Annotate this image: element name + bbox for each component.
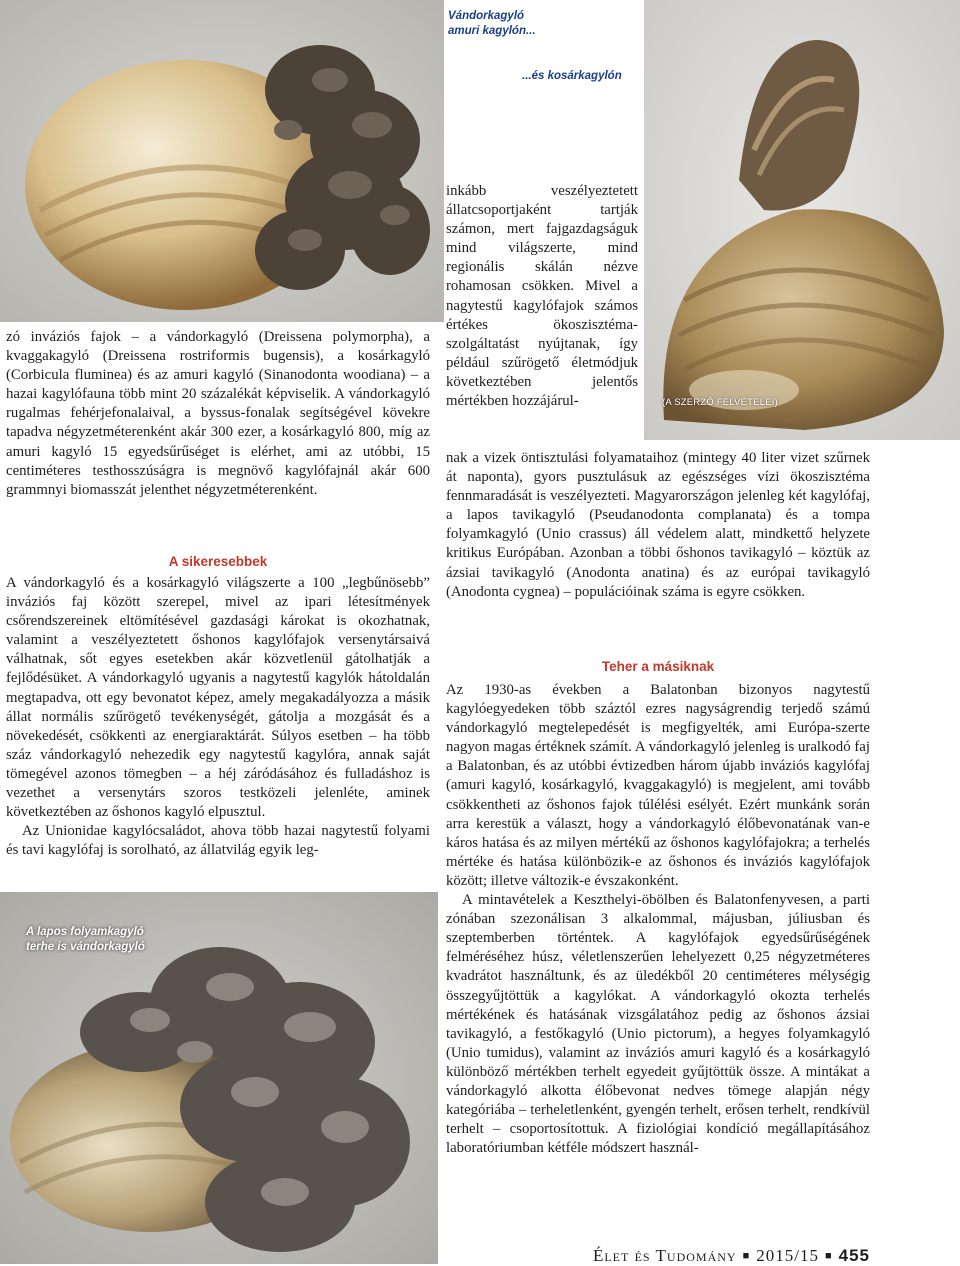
page-number: 455 (838, 1246, 870, 1265)
photo-credit: (A SZERZŐ FELVÉTELEI) (662, 397, 778, 408)
journal-name: Élet és Tudomány (592, 1246, 737, 1265)
photo-image (644, 0, 960, 440)
caption-zebra-on-chinese-pond-mussel (448, 9, 536, 39)
separator-square-icon: ■ (742, 1250, 751, 1262)
caption-and-on-asian-clam: ...és kosárkagylón (522, 70, 622, 82)
caption-line: terhe is vándorkagyló (26, 941, 145, 953)
article-text-right-narrow (446, 182, 638, 411)
separator-square-icon: ■ (824, 1250, 833, 1262)
paragraph: A vándorkagyló és a kosárkagyló világszerte a 100 „legbűnösebb” inváziós faj között szerepel, mivel az ipari létesítmények csőrendszereinek eltömítésével gazdasági károkat is okozhatnak, valamint a veszélyeztetett őshonos kagylófajok versenytársaivá válhatnak, sőt egyes esetekben akár közvetlenül gátolhatják a fejlődésüket. A vándorkagyló ugyanis a nagytestű kagylók hátoldalán megtapadva, ott egy bevonatot képez, amely megakadályozza a másik állat normális szűrögető tevékenységét, gátolja a mozgását és a növekedését, csökkenti az energiaraktárát. Súlyos esetben – ha több száz vándorkagyló nehezedik egy nagytestű kagylóra, annak saját tömegével azonos tömegben – a héj záródásához és fulladáshoz is vezethet a versenytárs szoros testközeli jelenléte, aminek következtében az őshonos kagyló elpusztul. (6, 575, 430, 821)
paragraph: Az 1930-as években a Balatonban bizonyos nagytestű kagylóegyedeken több száztól ezres nagyságrendig terjedő számú vándorkagyló megtelepedését is megfigyelték, ami Európa-szerte nagyon magas értéknek számít. A vándorkagyló jelenleg is uralkodó faj a Balatonban, és az utóbbi évtizedben három újabb inváziós kagylófaj (amuri kagyló, kosárkagyló, kvaggakagyló) is megjelent, ami tovább csökkentheti az őshonos fajok túlélési esélyét. Ezért munkánk során arra kerestük a választ, hogy a vándorkagyló élőbevonatának van-e káros hatása és az milyen mértékű az őshonos kagylófajokra; a terhelés mértéke és hatása különbözik-e az őshonos és inváziós kagylófajok között; illetve változik-e évszakonként. (446, 682, 870, 889)
paragraph: nak a vizek öntisztulási folyamataihoz (mintegy 40 liter vizet szűrnek át naponta), gyors pusztulásuk az egészséges vízi ökoszisztéma fennmaradását is veszélyezteti. Magyarországon jelenleg két kagylófaj, a lapos tavikagyló (Pseudanodonta complanata) és a tompa folyamkagyló (Unio crassus) áll védelem alatt, mindkettő helyzete kritikus Európában. Azonban a többi őshonos tavikagyló – köztük az ázsiai tavikagyló (Anodonta anatina) és az európai tavikagyló (Anodonta cygnea) – populációinak száma is egyre csökken. (446, 450, 870, 600)
caption-flat-river-mussel (26, 925, 145, 955)
caption-line: Vándorkagyló (448, 10, 525, 22)
article-text-right-continued (446, 449, 870, 602)
caption-line: A lapos folyamkagyló (26, 926, 144, 938)
photo-zebra-mussel-on-asian-clam (644, 0, 960, 440)
section-heading-burden: Teher a másiknak (601, 659, 715, 674)
photo-image (0, 0, 444, 322)
section-heading-most-successful: A sikeresebbek (168, 554, 268, 569)
caption-line: amuri kagylón... (448, 25, 536, 37)
article-text-left-main (6, 574, 430, 860)
article-text-right-main (446, 681, 870, 1158)
paragraph: zó inváziós fajok – a vándorkagyló (Dreissena polymorpha), a kvaggakagyló (Dreissena rostriformis bugensis), a kosárkagyló (Corbicula fluminea) és az amuri kagyló (Sinanodonta woodiana) – a hazai kagylófauna több mint 20 százalékát képviselik. A vándorkagyló rugalmas fehérjefonalaival, a byssus-fonalak segítségével kövekre tapadva négyzetméterenként akár 300 ezer, a kosárkagyló 800, míg az amuri kagyló 15 egyedsűrűséget is elérhet, ami az utóbbi, 15 centiméteres testhosszúságra is megnövő kagylófajnál akár 600 grammnyi biomasszát jelenthet négyzetméterenként. (6, 329, 430, 498)
paragraph: Az Unionidae kagylócsaládot, ahova több hazai nagytestű folyami és tavi kagylófaj is sorolható, az állatvilág egyik leg- (6, 823, 430, 859)
paragraph: A mintavételek a Keszthelyi-öbölben és Balatonfenyvesen, a parti zónában szezonálisan 3 alkalommal, májusban, júliusban és szeptemberben történtek. A kagylófajok egyedsűrűségének felméréséhez húsz, véletlenszerűen lehelyezett 0,25 négyzetméteres kvadrátot használtunk, és az üledékből 20 centiméteres mélységig összegyűjtöttük a kagylókat. A vándorkagyló okozta terhelés mértékének és hatásának vizsgálatához pedig az őshonos ázsiai tavikagyló, a festőkagyló (Unio pictorum), a hegyes folyamkagyló (Unio tumidus), valamint az inváziós amuri kagyló és a kosárkagyló különböző mértékben terhelt egyedeit gyűjtöttük össze. A mintákat a vándorkagyló alkotta élőbevonat nedves tömege alapján négy kategóriába – terheletlenként, gyengén terhelt, erősen terhelt, rendkívül terhelt – csoportosítottuk. A fiziológiai kondíció megállapításához laboratóriumban kétféle módszert használ- (446, 892, 870, 1157)
issue-number: 2015/15 (756, 1246, 819, 1265)
paragraph: inkább veszélyeztetett állatcsoportjaként tartják számon, mert fajgazdagságuk mind világszerte, mind regionális skálán nézve rohamosan csökken. Mivel a nagytestű kagylófajok számos értékes ökoszisztéma-szolgáltatást nyújtanak, így például szűrögető életmódjuk következtében jelentős mértékben hozzájárul- (446, 183, 638, 410)
photo-zebra-mussel-on-chinese-pond-mussel (0, 0, 444, 322)
page-footer (593, 1246, 870, 1266)
article-text-left-intro (6, 328, 430, 500)
